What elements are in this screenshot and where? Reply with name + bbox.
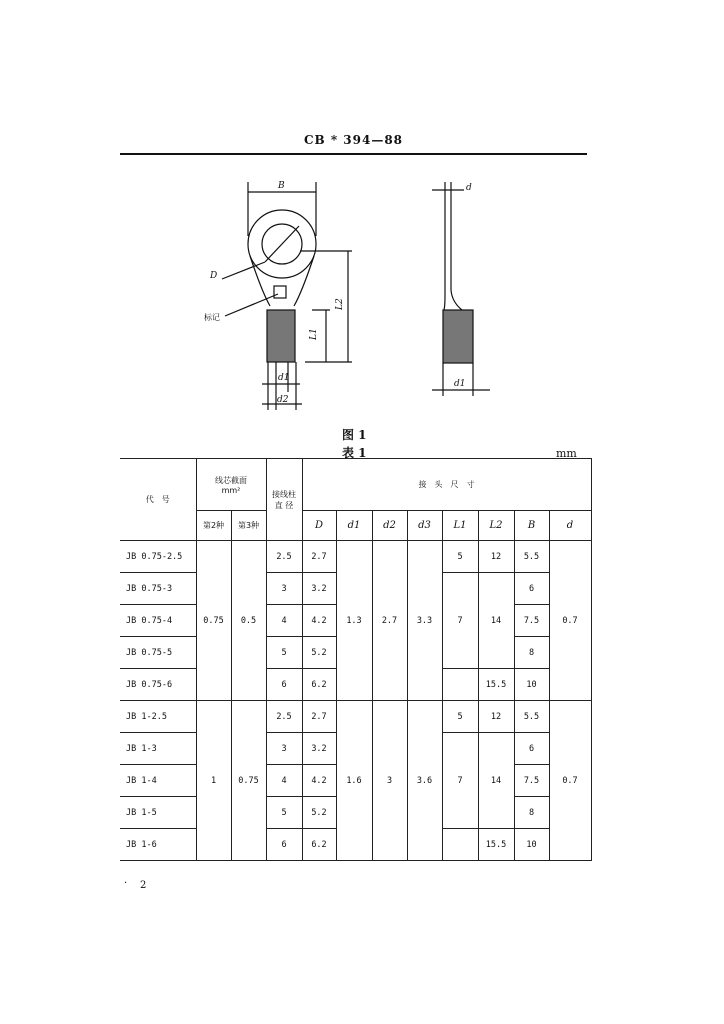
cell-d3: 3.6 [407,701,442,861]
cell-code: JB 0.75-6 [120,669,196,701]
col-L2-header: L2 [478,511,514,541]
col-type3-header: 第3种 [231,511,266,541]
col-B-header: B [514,511,549,541]
col-code-header: 代 号 [120,459,196,541]
cell-L2: 15.5 [478,669,514,701]
cell-D: 6.2 [302,829,336,861]
cell-post: 2.5 [266,701,302,733]
cell-code: JB 1-6 [120,829,196,861]
cell-B: 5.5 [514,541,549,573]
cell-B: 10 [514,829,549,861]
cell-L2: 14 [478,573,514,669]
standard-header: CB * 394—88 [303,133,404,147]
cell-B: 8 [514,637,549,669]
cell-L2: 14 [478,733,514,829]
cell-B: 5.5 [514,701,549,733]
cell-code: JB 0.75-5 [120,637,196,669]
cell-L1 [442,829,478,861]
table-unit: mm [556,447,577,460]
dim-d1-side-label: d1 [454,379,466,389]
cell-L2: 12 [478,541,514,573]
cell-B: 7.5 [514,765,549,797]
cell-post: 6 [266,829,302,861]
cell-L2: 12 [478,701,514,733]
cell-B: 6 [514,573,549,605]
cell-code: JB 0.75-4 [120,605,196,637]
cell-post: 3 [266,733,302,765]
cell-D: 3.2 [302,733,336,765]
col-d1-header: d1 [336,511,372,541]
cell-D: 4.2 [302,605,336,637]
dim-d-side-label: d [466,183,472,193]
table-row [120,541,591,573]
cell-B: 6 [514,733,549,765]
col-d-header: d [549,511,591,541]
cell-d2: 3 [372,701,407,861]
mark-box [274,286,286,298]
barrel-front [267,310,295,362]
cell-d1: 1.3 [336,541,372,701]
cell-code: JB 1-5 [120,797,196,829]
cell-post: 4 [266,605,302,637]
col-L1-header: L1 [442,511,478,541]
dim-l1-label: L1 [309,328,319,340]
cell-type2: 1 [196,701,231,861]
cell-post: 2.5 [266,541,302,573]
figure-caption: 图 1 [342,428,367,442]
spec-table [120,458,592,861]
cell-D: 4.2 [302,765,336,797]
cell-L1: 5 [442,541,478,573]
cell-d3: 3.3 [407,541,442,701]
table-title: 表 1 [342,446,367,460]
side-blade [444,196,462,310]
col-post-header: 接线柱 直 径 [266,459,302,541]
dim-b-label: B [278,181,285,191]
cell-B: 10 [514,669,549,701]
cell-D: 6.2 [302,669,336,701]
col-D-header: D [302,511,336,541]
cell-code: JB 1-4 [120,765,196,797]
col-type2-header: 第2种 [196,511,231,541]
cell-L1: 5 [442,701,478,733]
cell-D: 2.7 [302,701,336,733]
cell-D: 2.7 [302,541,336,573]
cell-post: 5 [266,797,302,829]
cell-type3: 0.75 [231,701,266,861]
cell-d1: 1.6 [336,701,372,861]
cell-code: JB 0.75-2.5 [120,541,196,573]
cell-D: 5.2 [302,637,336,669]
cell-B: 8 [514,797,549,829]
cell-post: 4 [266,765,302,797]
dim-l2-label: L2 [335,298,345,310]
cell-d2: 2.7 [372,541,407,701]
cell-B: 7.5 [514,605,549,637]
cell-code: JB 1-3 [120,733,196,765]
terminal-drawing [0,0,724,440]
col-dims-header: 接 头 尺 寸 [302,459,591,511]
cell-L1 [442,669,478,701]
cell-post: 6 [266,669,302,701]
cell-type3: 0.5 [231,541,266,701]
cell-post: 5 [266,637,302,669]
mark-label: 标记 [204,313,220,322]
cell-d: 0.7 [549,701,591,861]
cell-code: JB 1-2.5 [120,701,196,733]
cell-L2: 15.5 [478,829,514,861]
cell-d: 0.7 [549,541,591,701]
cell-L1: 7 [442,573,478,669]
col-section-header: 线芯截面 mm² [196,459,266,511]
cell-D: 5.2 [302,797,336,829]
col-d2-header: d2 [372,511,407,541]
cell-D: 3.2 [302,573,336,605]
col-d3-header: d3 [407,511,442,541]
cell-code: JB 0.75-3 [120,573,196,605]
dim-d-label: D [210,271,218,281]
page-number: 2 [140,880,147,891]
cell-L1: 7 [442,733,478,829]
dim-d1-label: d1 [278,373,290,383]
dim-d2-label: d2 [277,395,289,405]
cell-type2: 0.75 [196,541,231,701]
footer-mark: · [124,878,128,889]
barrel-side [443,310,473,363]
cell-post: 3 [266,573,302,605]
table-row [120,701,591,733]
